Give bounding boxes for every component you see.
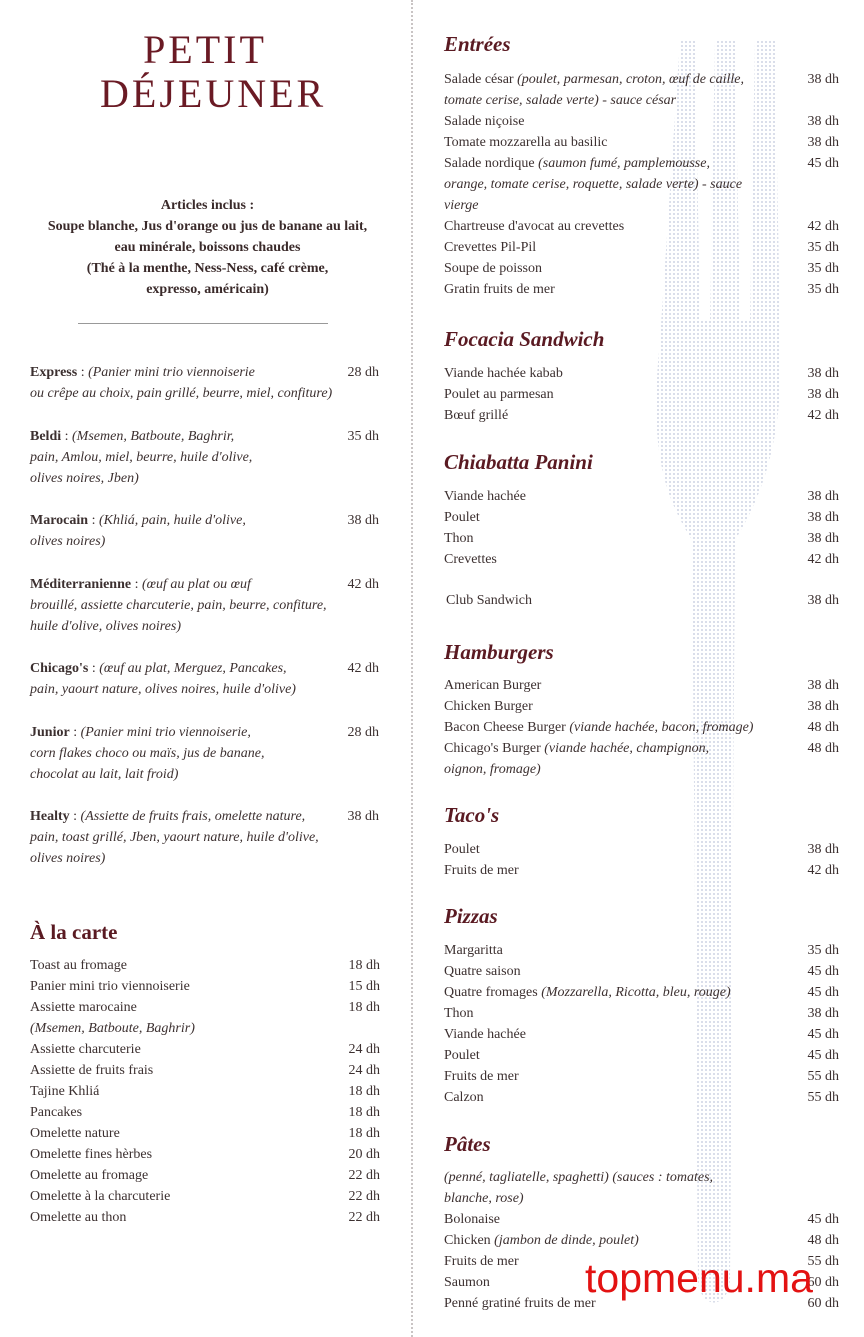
site-watermark: topmenu.ma xyxy=(585,1255,813,1301)
section-heading-carte: À la carte xyxy=(30,920,118,944)
list-item: Salade césar (poulet, parmesan, croton, œuf de caille, tomate cerise, salade verte) - sauce césar 38 dh xyxy=(444,72,839,108)
chiabatta-list xyxy=(444,486,839,611)
breakfast-item-junior: Junior : (Panier mini trio viennoiserie, corn flakes choco ou maïs, jus de banane, chocolat au lait, lait froid) 28 dh xyxy=(30,722,385,785)
focacia-list xyxy=(444,363,839,426)
section-heading-focacia: Focacia Sandwich xyxy=(444,327,605,351)
tacos-list xyxy=(444,839,839,881)
pates-list: (penné, tagliatelle, spaghetti) (sauces : tomates, blanche, rose) Bolonaise 45 dh Chicken (jambon de dinde, poulet) 48 dh Fruits de mer 55 dh Saumon 60 dh Penné gratiné fruits de mer 60 dh xyxy=(444,1167,839,1314)
list-item: Crevettes 42 dh xyxy=(444,552,839,567)
list-item: Bolonaise 45 dh xyxy=(444,1212,839,1227)
list-item: Omelette nature 18 dh xyxy=(30,1126,380,1141)
list-item: Quatre saison 45 dh xyxy=(444,964,839,979)
section-heading-hamburgers: Hamburgers xyxy=(444,640,554,664)
list-item: Chartreuse d'avocat au crevettes 42 dh xyxy=(444,219,839,234)
list-item: Quatre fromages (Mozzarella, Ricotta, bleu, rouge) 45 dh xyxy=(444,985,839,1000)
pizzas-list xyxy=(444,940,839,1108)
list-item: Bacon Cheese Burger (viande hachée, bacon, fromage) 48 dh xyxy=(444,720,839,735)
price: 38 dh xyxy=(347,809,379,824)
list-item: Viande hachée 38 dh xyxy=(444,489,839,504)
list-item: Toast au fromage 18 dh xyxy=(30,958,380,973)
list-item: Tajine Khliá 18 dh xyxy=(30,1084,380,1099)
list-item: Margaritta 35 dh xyxy=(444,943,839,958)
list-item-note: (Msemen, Batboute, Baghrir) xyxy=(30,1021,195,1036)
list-item: Viande hachée 45 dh xyxy=(444,1027,839,1042)
list-item: Tomate mozzarella au basilic 38 dh xyxy=(444,135,839,150)
list-item: Poulet au parmesan 38 dh xyxy=(444,387,839,402)
entrees-list xyxy=(444,69,839,300)
list-item: Poulet 38 dh xyxy=(444,842,839,857)
list-item: American Burger 38 dh xyxy=(444,678,839,693)
list-item: Omelette au fromage 22 dh xyxy=(30,1168,380,1183)
list-item: Saumon 60 dh xyxy=(444,1275,839,1290)
included-heading: Articles inclus : xyxy=(160,198,255,213)
list-item: Fruits de mer 55 dh xyxy=(444,1069,839,1084)
list-item: Assiette charcuterie 24 dh xyxy=(30,1042,380,1057)
price: 28 dh xyxy=(347,725,379,740)
price: 28 dh xyxy=(347,365,379,380)
list-item: Omelette au thon 22 dh xyxy=(30,1210,380,1225)
price: 42 dh xyxy=(347,661,379,676)
list-item: Panier mini trio viennoiserie 15 dh xyxy=(30,979,380,994)
list-item: Omelette fines hèrbes 20 dh xyxy=(30,1147,380,1162)
section-heading-pizzas: Pizzas xyxy=(444,904,498,928)
breakfast-item-chicagos: Chicago's : (œuf au plat, Merguez, Pancakes, pain, yaourt nature, olives noires, huile d'olive) 42 dh xyxy=(30,658,385,700)
list-item: Penné gratiné fruits de mer 60 dh xyxy=(444,1296,839,1311)
breakfast-item-healty: Healty : (Assiette de fruits frais, omelette nature, pain, toast grillé, Jben, yaourt nature, huile d'olive, olives noires) 38 dh xyxy=(30,806,385,869)
list-item: Poulet 38 dh xyxy=(444,510,839,525)
price: 35 dh xyxy=(347,429,379,444)
list-item: Pancakes 18 dh xyxy=(30,1105,380,1120)
breakfast-item-beldi: Beldi : (Msemen, Batboute, Baghrir, pain, Amlou, miel, beurre, huile d'olive, olives noires, Jben) 35 dh xyxy=(30,426,385,489)
section-heading-tacos: Taco's xyxy=(444,803,500,827)
list-item: Bœuf grillé 42 dh xyxy=(444,408,839,423)
separator-line xyxy=(78,323,328,324)
section-heading-entrees: Entrées xyxy=(444,32,511,56)
list-item: Assiette marocaine 18 dh xyxy=(30,1000,380,1015)
list-item: Fruits de mer 42 dh xyxy=(444,863,839,878)
breakfast-item-marocain: Marocain : (Khliá, pain, huile d'olive, olives noires) 38 dh xyxy=(30,510,385,552)
included-items: Articles inclus : Soupe blanche, Jus d'orange ou jus de banane au lait, eau minérale, boissons chaudes (Thé à la menthe, Ness-Ness, café crème, expresso, américain) xyxy=(30,195,385,300)
list-item: Chicken (jambon de dinde, poulet) 48 dh xyxy=(444,1233,839,1248)
list-item: Chicago's Burger (viande hachée, champignon, oignon, fromage) 48 dh xyxy=(444,741,839,777)
price: 42 dh xyxy=(347,577,379,592)
list-item: Omelette à la charcuterie 22 dh xyxy=(30,1189,380,1204)
hamburgers-list xyxy=(444,675,839,780)
list-item: Salade nordique (saumon fumé, pamplemousse, orange, tomate cerise, roquette, salade verte) - sauce vierge 45 dh xyxy=(444,156,839,213)
list-item: Crevettes Pil-Pil 35 dh xyxy=(444,240,839,255)
list-item: Salade niçoise 38 dh xyxy=(444,114,839,129)
breakfast-item-express: Express : (Panier mini trio viennoiserie ou crêpe au choix, pain grillé, beurre, miel, confiture) 28 dh xyxy=(30,362,385,404)
list-item: Thon 38 dh xyxy=(444,1006,839,1021)
page-title: PETIT DÉJEUNER xyxy=(100,27,327,116)
section-heading-chiabatta: Chiabatta Panini xyxy=(444,450,593,474)
list-item: Gratin fruits de mer 35 dh xyxy=(444,282,839,297)
column-divider xyxy=(411,0,413,1337)
list-item: Poulet 45 dh xyxy=(444,1048,839,1063)
section-heading-pates: Pâtes xyxy=(444,1132,491,1156)
list-item: Soupe de poisson 35 dh xyxy=(444,261,839,276)
carte-list xyxy=(30,955,380,1228)
list-item: Calzon 55 dh xyxy=(444,1090,839,1105)
breakfast-item-mediterranienne: Méditerranienne : (œuf au plat ou œuf brouillé, assiette charcuterie, pain, beurre, confiture, huile d'olive, olives noires) 42 dh xyxy=(30,574,385,637)
price: 38 dh xyxy=(347,513,379,528)
list-item: Chicken Burger 38 dh xyxy=(444,699,839,714)
list-item: Viande hachée kabab 38 dh xyxy=(444,366,839,381)
list-item: Assiette de fruits frais 24 dh xyxy=(30,1063,380,1078)
list-item: Thon 38 dh xyxy=(444,531,839,546)
list-item: Fruits de mer 55 dh xyxy=(444,1254,839,1269)
list-item-club-sandwich: Club Sandwich 38 dh xyxy=(446,593,839,608)
pates-note: (penné, tagliatelle, spaghetti) (sauces : tomates, xyxy=(444,1170,714,1185)
